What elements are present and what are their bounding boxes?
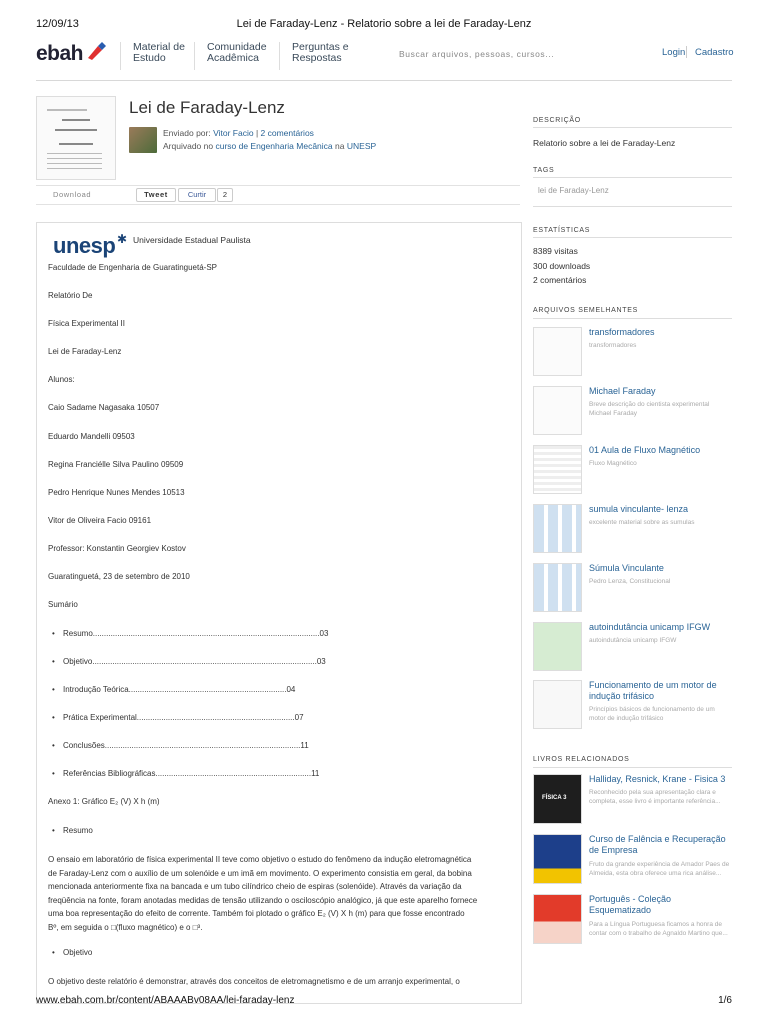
- similar-desc: Princípios básicos de funcionamento de um motor de indução trifásico: [589, 706, 715, 722]
- register-link[interactable]: Cadastro: [695, 47, 734, 58]
- search-input[interactable]: Buscar arquivos, pessoas, cursos...: [399, 49, 555, 59]
- nav-comunidade-academica[interactable]: [194, 42, 267, 70]
- faculty-line: Faculdade de Engenharia de Guaratinguetá-SP: [48, 263, 218, 272]
- author-link[interactable]: Vitor Facio: [213, 128, 254, 138]
- paragraph-line: de Faraday-Lenz com o auxílio de um solenóide e um imã em movimento. O experimento consistia em geral, da bobina: [48, 868, 472, 878]
- unesp-star-icon: ✱: [117, 232, 128, 246]
- comments-link[interactable]: 2 comentários: [260, 128, 314, 138]
- toc-item: • Prática Experimental.......................................................................07: [63, 713, 304, 722]
- similar-title[interactable]: Michael Faraday: [589, 386, 656, 396]
- similar-thumbnail[interactable]: [533, 504, 582, 553]
- divider: [533, 177, 732, 178]
- nav-divider: [686, 46, 687, 58]
- date-line: Guaratinguetá, 23 de setembro de 2010: [48, 572, 190, 581]
- tag-link[interactable]: lei de Faraday-Lenz: [538, 186, 609, 195]
- university-name: Universidade Estadual Paulista: [133, 235, 251, 245]
- similar-thumbnail[interactable]: [533, 563, 582, 612]
- top-navbar: [36, 36, 732, 81]
- nav-perguntas-respostas[interactable]: [279, 42, 349, 70]
- tweet-button[interactable]: Tweet: [136, 188, 176, 202]
- similar-desc: Fluxo Magnético: [589, 460, 637, 467]
- doc-title-line: Lei de Faraday-Lenz: [48, 347, 122, 356]
- similar-title[interactable]: Funcionamento de um motor de indução trifásico: [589, 680, 717, 701]
- institution-link[interactable]: UNESP: [346, 141, 377, 151]
- unesp-logo: unesp: [53, 233, 116, 258]
- download-button[interactable]: Download: [53, 190, 92, 199]
- book-cover[interactable]: [533, 774, 582, 824]
- divider: [533, 767, 732, 768]
- similar-title[interactable]: autoindutância unicamp IFGW: [589, 622, 711, 632]
- similar-desc: Breve descrição do cientista experimental Michael Faraday: [589, 401, 710, 417]
- toc-item: • Conclusões........................................................................................11: [63, 741, 309, 750]
- course-link[interactable]: curso de Engenharia Mecânica: [215, 141, 333, 151]
- book-desc: Para a Língua Portuguesa ficamos a honra de contar com o trabalho de Agnaldo Martino que...: [589, 921, 728, 937]
- similar-title[interactable]: transformadores: [589, 327, 655, 337]
- ebah-logo[interactable]: ebah: [36, 42, 84, 65]
- toc-item: • Referências Bibliográficas......................................................................11: [63, 769, 319, 778]
- login-link[interactable]: Login: [662, 47, 686, 58]
- stat-downloads: 300 downloads: [533, 261, 591, 271]
- report-line: Relatório De: [48, 291, 93, 300]
- objetivo-paragraph: O objetivo deste relatório é demonstrar, através dos conceitos de eletromagnetismo e de um arranjo experimental, o: [48, 977, 460, 986]
- description-heading: DESCRIÇÃO: [533, 117, 581, 124]
- paragraph-line: mencionada anteriormente fixa na bancada e um tubo cilíndrico cheio de espiras (solenóide). Através da variação da: [48, 882, 462, 891]
- similar-desc: transformadores: [589, 342, 637, 349]
- similar-desc: Pedro Lenza, Constitucional: [589, 578, 671, 585]
- resumo-paragraph: [48, 853, 498, 934]
- like-count: 2: [217, 188, 233, 202]
- book-title[interactable]: Curso de Falência e Recuperação de Empresa: [589, 834, 726, 855]
- similar-desc: excelente material sobre as sumulas: [589, 519, 695, 526]
- student-line: Pedro Henrique Nunes Mendes 10513: [48, 488, 185, 497]
- similar-thumbnail[interactable]: [533, 327, 582, 376]
- objetivo-heading: • Objetivo: [63, 948, 92, 957]
- print-title: Lei de Faraday-Lenz - Relatorio sobre a lei de Faraday-Lenz: [236, 18, 532, 30]
- similar-desc: autoindutância unicamp IFGW: [589, 637, 677, 644]
- like-button[interactable]: Curtir: [178, 188, 216, 202]
- document-sender: Enviado por: Vitor Facio | 2 comentários: [163, 128, 314, 138]
- annex-line: Anexo 1: Gráfico E₂ (V) X h (m): [48, 797, 160, 806]
- nav-label: Comunidade: [207, 41, 267, 53]
- book-title[interactable]: Halliday, Resnick, Krane - Fisica 3: [589, 774, 726, 784]
- nav-label: Perguntas e: [292, 41, 349, 53]
- action-bar: [36, 185, 520, 205]
- author-avatar[interactable]: [129, 127, 157, 153]
- similar-title[interactable]: sumula vinculante- lenza: [589, 504, 689, 514]
- professor-line: Professor: Konstantin Georgiev Kostov: [48, 544, 186, 553]
- print-page-number: 1/6: [718, 995, 732, 1006]
- document-archive: [163, 141, 376, 151]
- student-line: Regina Franciélle Silva Paulino 09509: [48, 460, 184, 469]
- paragraph-line: uma boa representação do efeito de corrente. Também foi plotado o gráfico E₂ (V) X h (m) para que fosse encontrado: [48, 909, 465, 918]
- nav-material-estudo[interactable]: [120, 42, 185, 70]
- toc-item: • Objetivo.....................................................................................................03: [63, 657, 326, 666]
- book-cover-text: FÍSICA 3: [542, 795, 567, 801]
- student-line: Caio Sadame Nagasaka 10507: [48, 403, 160, 412]
- students-label: Alunos:: [48, 375, 75, 384]
- similar-thumbnail[interactable]: [533, 680, 582, 729]
- similar-thumbnail[interactable]: [533, 445, 582, 494]
- book-cover[interactable]: [533, 894, 582, 944]
- nav-label: Acadêmica: [207, 52, 259, 64]
- summary-label: Sumário: [48, 600, 78, 609]
- similar-thumbnail[interactable]: [533, 386, 582, 435]
- books-heading: LIVROS RELACIONADOS: [533, 756, 630, 763]
- student-line: Eduardo Mandelli 09503: [48, 432, 135, 441]
- stat-views: 8389 visitas: [533, 246, 578, 256]
- paragraph-line: Bº, em seguida o □(fluxo magnético) e o □³.: [48, 922, 203, 932]
- description-text: Relatorio sobre a lei de Faraday-Lenz: [533, 138, 676, 148]
- student-line: Vitor de Oliveira Facio 09161: [48, 516, 152, 525]
- divider: [533, 237, 732, 238]
- tags-heading: TAGS: [533, 167, 555, 174]
- similar-title[interactable]: 01 Aula de Fluxo Magnético: [589, 445, 701, 455]
- print-url: www.ebah.com.br/content/ABAAABv08AA/lei-faraday-lenz: [36, 995, 295, 1006]
- paragraph-line: freqüência na fonte, foram anotadas medidas de tensão utilizando o osciloscópio analógico, já que este aparelho fornece: [48, 895, 478, 905]
- book-desc: Fruto da grande experiência de Amador Paes de Almeida, esta obra oferece uma rica análise...: [589, 861, 730, 877]
- ebah-logo-icon: [86, 42, 106, 60]
- in-label: na: [335, 141, 345, 151]
- divider: [533, 206, 732, 207]
- paragraph-line: O ensaio em laboratório de física experimental II teve como objetivo o estudo do fenômeno da indução eletromagnética: [48, 855, 472, 864]
- toc-item: • Resumo......................................................................................................03: [63, 629, 328, 638]
- divider: [533, 318, 732, 319]
- subject-line: Física Experimental II: [48, 319, 125, 328]
- sent-by-label: Enviado por:: [163, 128, 211, 138]
- archived-label: Arquivado no: [163, 141, 214, 151]
- document-thumbnail[interactable]: [36, 96, 116, 180]
- book-title[interactable]: Português - Coleção Esquematizado: [589, 894, 672, 915]
- divider: [533, 127, 732, 128]
- similar-heading: ARQUIVOS SEMELHANTES: [533, 307, 639, 314]
- stats-heading: ESTATÍSTICAS: [533, 227, 591, 234]
- print-date: 12/09/13: [36, 18, 79, 30]
- resumo-heading: • Resumo: [63, 826, 93, 835]
- document-viewer[interactable]: [36, 222, 522, 1004]
- toc-item: • Introdução Teórica.......................................................................04: [63, 685, 295, 694]
- nav-label: Estudo: [133, 52, 166, 64]
- similar-thumbnail[interactable]: [533, 622, 582, 671]
- book-desc: Reconhecido pela sua apresentação clara e completa, esse livro é importante referência...: [589, 789, 721, 805]
- book-cover[interactable]: [533, 834, 582, 884]
- nav-label: Material de: [133, 41, 185, 53]
- document-title: Lei de Faraday-Lenz: [129, 98, 285, 117]
- nav-label: Respostas: [292, 52, 342, 64]
- stat-comments: 2 comentários: [533, 275, 587, 285]
- similar-title[interactable]: Súmula Vinculante: [589, 563, 664, 573]
